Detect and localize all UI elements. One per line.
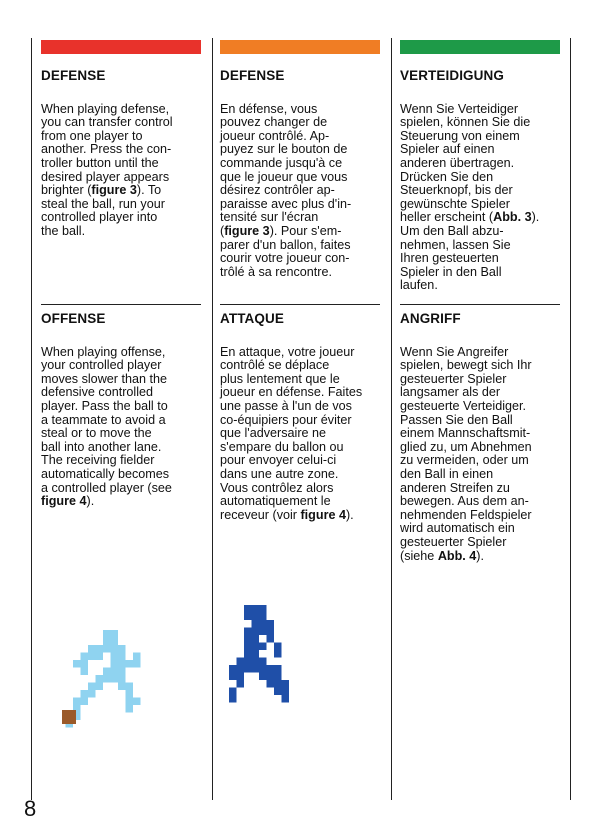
sprite-pixel (88, 653, 96, 661)
sprite-pixel (282, 695, 290, 703)
sprite-pixel (118, 683, 126, 691)
sprite-pixel (73, 698, 81, 706)
sprite-pixel (81, 668, 89, 676)
sprite-pixel (267, 620, 275, 628)
sprite-pixel (111, 675, 119, 683)
sprite-pixel (126, 705, 134, 713)
sprite-pixel (244, 665, 252, 673)
sprite-pixel (96, 645, 104, 653)
sprite-pixel (133, 653, 141, 661)
light-player-sprite (58, 630, 148, 750)
sprite-pixel (111, 638, 119, 646)
sprite-pixel (252, 613, 260, 621)
french-offense-heading: ATTAQUE (220, 311, 284, 326)
sprite-pixel (274, 673, 282, 681)
sprite-pixel (88, 690, 96, 698)
sprite-pixel (126, 690, 134, 698)
sprite-pixel (237, 665, 245, 673)
sprite-pixel (118, 645, 126, 653)
sprite-pixel (237, 673, 245, 681)
sprite-pixel (229, 695, 237, 703)
sprite-pixel (229, 665, 237, 673)
french-color-bar (220, 40, 380, 54)
french-offense-text: En attaque, votre joueur contrôlé se déplace plus lentement que le joueur en défense. Faites une passe à l'un de vos co-équipiers pour éviter que l'adversaire ne s'empare du ballon ou pour envoyer celui-ci dans une autre zone. Vous contrôlez alors automatiquement le receveur (voir figure 4). (220, 344, 363, 522)
page-number: 8 (24, 796, 37, 821)
sprite-pixel (259, 620, 267, 628)
sprite-pixel (274, 688, 282, 696)
sprite-pixel (111, 630, 119, 638)
sprite-pixel (252, 643, 260, 651)
sprite-pixel (103, 630, 111, 638)
sprite-pixel (244, 635, 252, 643)
english-defense-heading: DEFENSE (41, 68, 106, 83)
german-defense-heading: VERTEIDIGUNG (400, 68, 504, 83)
sprite-pixel (111, 645, 119, 653)
sprite-pixel (252, 658, 260, 666)
sprite-pixel (252, 650, 260, 658)
german-section-divider (400, 304, 560, 305)
french-section-divider (220, 304, 380, 305)
sprite-pixel (237, 680, 245, 688)
sprite-pixel (252, 620, 260, 628)
english-color-bar (41, 40, 201, 54)
sprite-pixel (133, 698, 141, 706)
sprite-pixel (96, 653, 104, 661)
sprite-pixel (274, 680, 282, 688)
sprite-pixel (81, 660, 89, 668)
sprite-pixel (229, 673, 237, 681)
sprite-pixel (267, 665, 275, 673)
sprite-pixel (81, 653, 89, 661)
french-defense-text: En défense, vous pouvez changer de joueur contrôlé. Ap- puyez sur le bouton de commande jusqu'à ce que le joueur que vous désirez contrôler ap- paraisse avec plus d'in- tensité sur l'écran (figure 3). Pour s'em- parer d'un ballon, faites courir votre joueur con- trôlé à sa rencontre. (220, 101, 352, 279)
sprite-pixel (282, 680, 290, 688)
sprite-pixel (244, 613, 252, 621)
sprite-pixel (267, 628, 275, 636)
sprite-pixel (118, 653, 126, 661)
sprite-pixel (282, 688, 290, 696)
sprite-pixel (103, 668, 111, 676)
sprite-pixel (244, 658, 252, 666)
sprite-pixel (244, 628, 252, 636)
english-defense-text: When playing defense, you can transfer control from one player to another. Press the con- troller button until the desired player appears brighter (figure 3). To steal the ball, run your controlled player into the ball. (41, 101, 173, 238)
ball-sprite (62, 710, 76, 724)
sprite-pixel (252, 605, 260, 613)
sprite-pixel (81, 698, 89, 706)
dark-player-pixels (229, 605, 289, 703)
sprite-pixel (259, 658, 267, 666)
sprite-pixel (88, 645, 96, 653)
sprite-pixel (126, 660, 134, 668)
sprite-pixel (118, 675, 126, 683)
sprite-pixel (252, 628, 260, 636)
sprite-pixel (126, 683, 134, 691)
sprite-pixel (118, 668, 126, 676)
sprite-pixel (103, 645, 111, 653)
sprite-pixel (126, 698, 134, 706)
sprite-pixel (88, 683, 96, 691)
sprite-pixel (267, 680, 275, 688)
sprite-pixel (81, 690, 89, 698)
sprite-pixel (267, 673, 275, 681)
column-rule-2 (212, 38, 213, 800)
sprite-pixel (96, 683, 104, 691)
english-offense-heading: OFFENSE (41, 311, 106, 326)
column-rule-4 (570, 38, 571, 800)
sprite-pixel (259, 605, 267, 613)
english-section-divider (41, 304, 201, 305)
sprite-pixel (103, 638, 111, 646)
sprite-pixel (259, 665, 267, 673)
sprite-pixel (118, 660, 126, 668)
sprite-pixel (111, 653, 119, 661)
sprite-pixel (274, 643, 282, 651)
sprite-pixel (259, 613, 267, 621)
sprite-pixel (252, 665, 260, 673)
german-offense-heading: ANGRIFF (400, 311, 461, 326)
german-defense-text: Wenn Sie Verteidiger spielen, können Sie die Steuerung von einem Spieler auf einen anderen übertragen. Drücken Sie den Steuerknopf, bis der gewünschte Spieler heller erscheint (Abb. 3). Um den Ball abzu- nehmen, lassen Sie Ihren gesteuerten Spieler in den Ball laufen. (400, 101, 540, 293)
german-color-bar (400, 40, 560, 54)
sprite-pixel (267, 635, 275, 643)
column-rule-1 (31, 38, 32, 800)
sprite-pixel (73, 660, 81, 668)
sprite-pixel (111, 668, 119, 676)
sprite-pixel (274, 665, 282, 673)
column-rule-3 (391, 38, 392, 800)
german-offense-text: Wenn Sie Angreifer spielen, bewegt sich Ihr gesteuerter Spieler langsamer als der gesteuerte Verteidiger. Passen Sie den Ball einem Mannschaftsmit- glied zu, um Abnehmen zu vermeiden, oder um den Ball in einen anderen Streifen zu bewegen. Aus dem an- nehmenden Feldspieler wird automatisch ein gesteuerter Spieler (siehe Abb. 4). (400, 344, 532, 563)
sprite-pixel (229, 688, 237, 696)
sprite-pixel (237, 658, 245, 666)
english-offense-text: When playing offense, your controlled player moves slower than the defensive controlled player. Pass the ball to a teammate to avoid a steal or to move the ball into another lane. The receiving fielder automatically becomes a controlled player (see figure 4). (41, 344, 172, 509)
sprite-pixel (259, 673, 267, 681)
sprite-pixel (274, 650, 282, 658)
sprite-pixel (244, 650, 252, 658)
sprite-pixel (259, 643, 267, 651)
sprite-pixel (252, 635, 260, 643)
sprite-pixel (96, 675, 104, 683)
dark-player-sprite (229, 605, 299, 715)
french-defense-heading: DEFENSE (220, 68, 285, 83)
sprite-pixel (259, 628, 267, 636)
sprite-pixel (244, 605, 252, 613)
sprite-pixel (244, 643, 252, 651)
sprite-pixel (133, 660, 141, 668)
sprite-pixel (103, 675, 111, 683)
sprite-pixel (111, 660, 119, 668)
light-player-pixels (66, 630, 141, 728)
